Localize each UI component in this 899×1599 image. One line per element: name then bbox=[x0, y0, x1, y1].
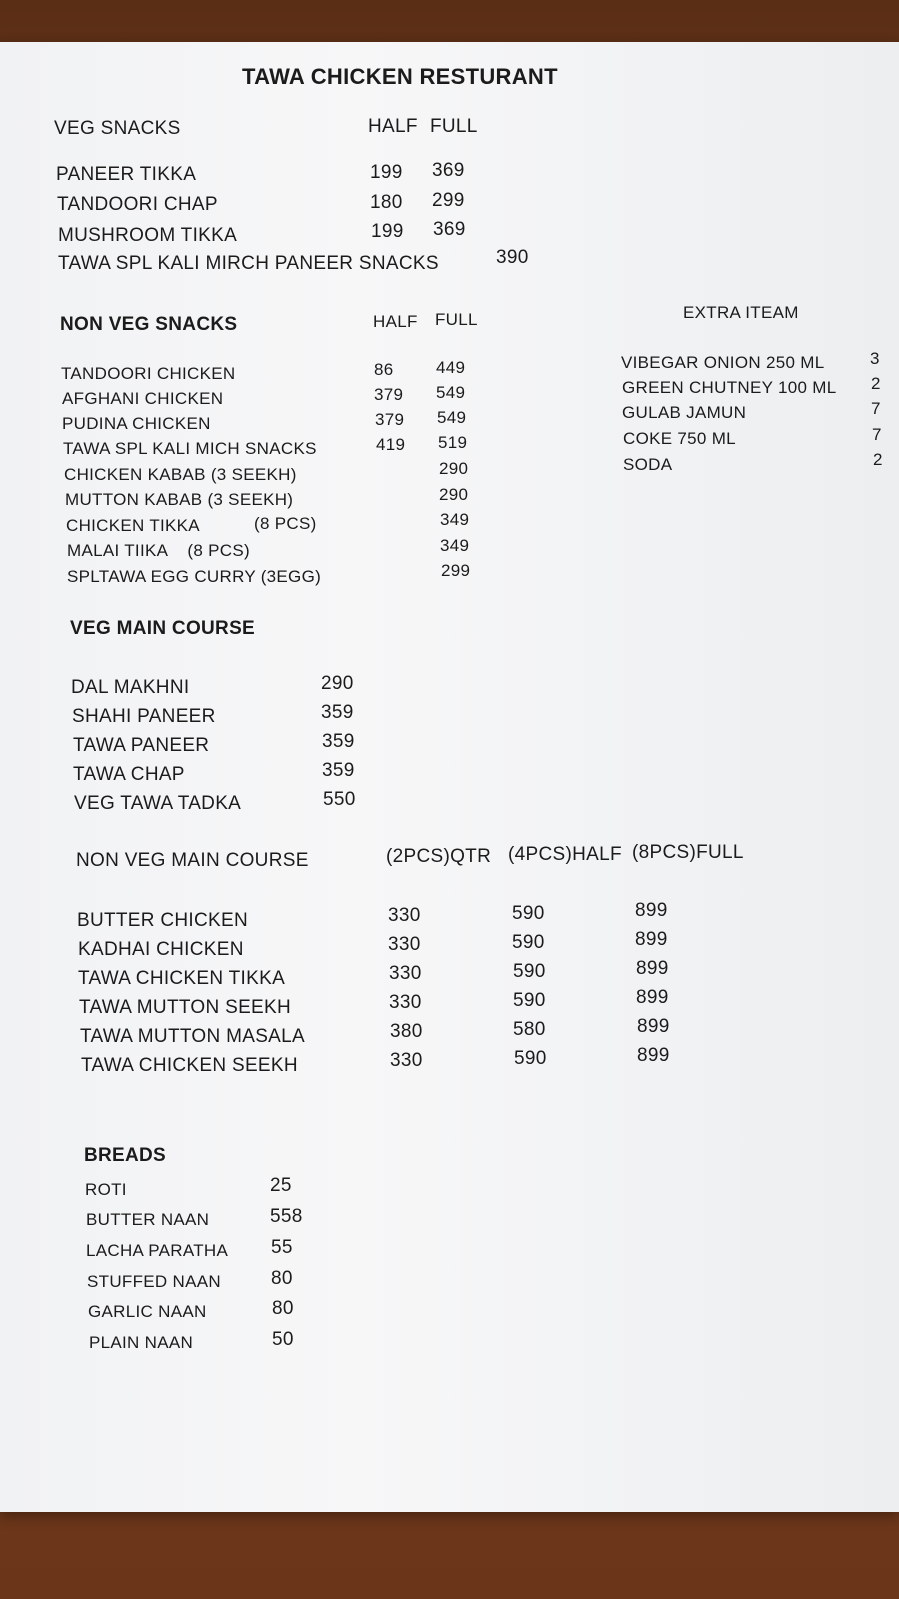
menu-item-full-price: 349 bbox=[440, 510, 470, 529]
veg-snacks-heading: VEG SNACKS bbox=[54, 118, 181, 139]
menu-item-full-price: 290 bbox=[439, 459, 469, 478]
menu-item-name: TAWA MUTTON SEEKH bbox=[79, 997, 292, 1018]
menu-item-name: VIBEGAR ONION 250 ML bbox=[621, 353, 825, 372]
menu-item-name: COKE 750 ML bbox=[623, 429, 736, 448]
menu-item-name: VEG TAWA TADKA bbox=[74, 793, 242, 814]
menu-item-name: CHICKEN KABAB (3 SEEKH) bbox=[64, 465, 297, 484]
menu-item-price: 55 bbox=[271, 1237, 293, 1258]
menu-item-full-price: 290 bbox=[439, 485, 469, 504]
menu-item-full-price: 899 bbox=[637, 1045, 670, 1066]
menu-item-qtr-price: 330 bbox=[389, 963, 422, 984]
menu-item-half-price: 199 bbox=[371, 221, 404, 242]
non-veg-snacks-half-header: HALF bbox=[373, 312, 418, 331]
menu-item-half-price: 590 bbox=[514, 1048, 547, 1069]
menu-item-half-price: 86 bbox=[374, 360, 394, 379]
menu-item-qtr-price: 380 bbox=[390, 1021, 423, 1042]
menu-item-name: LACHA PARATHA bbox=[86, 1241, 229, 1260]
menu-item-name: DAL MAKHNI bbox=[71, 677, 190, 698]
menu-item-half-price: 379 bbox=[375, 410, 405, 429]
non-veg-snacks-full-header: FULL bbox=[435, 310, 478, 329]
veg-snacks-full-header: FULL bbox=[430, 116, 478, 137]
menu-item-name: PUDINA CHICKEN bbox=[62, 414, 211, 433]
menu-item-name: MALAI TIIKA (8 PCS) bbox=[67, 541, 250, 560]
menu-item-half-price: 590 bbox=[513, 961, 546, 982]
menu-item-name: BUTTER CHICKEN bbox=[77, 910, 248, 931]
menu-item-price: 558 bbox=[270, 1206, 303, 1227]
menu-item-name: GREEN CHUTNEY 100 ML bbox=[622, 378, 837, 397]
menu-item-price: 390 bbox=[496, 247, 529, 268]
menu-item-name: BUTTER NAAN bbox=[86, 1210, 210, 1229]
menu-item-price: 359 bbox=[321, 702, 354, 723]
menu-item-half-price: 419 bbox=[376, 435, 406, 454]
menu-item-half-price: 590 bbox=[512, 903, 545, 924]
menu-item-name: TAWA CHICKEN TIKKA bbox=[78, 968, 286, 989]
menu-item-full-price: 899 bbox=[636, 958, 669, 979]
menu-item-name: CHICKEN TIKKA bbox=[66, 516, 200, 535]
menu-item-half-price: 199 bbox=[370, 162, 403, 183]
non-veg-main-heading: NON VEG MAIN COURSE bbox=[76, 850, 309, 871]
menu-item-price: 550 bbox=[323, 789, 356, 810]
menu-item-name: TAWA SPL KALI MIRCH PANEER SNACKS bbox=[58, 253, 439, 274]
menu-item-half-price: 590 bbox=[512, 932, 545, 953]
menu-item-name: TAWA SPL KALI MICH SNACKS bbox=[63, 439, 317, 458]
menu-item-name: TANDOORI CHICKEN bbox=[61, 364, 236, 383]
menu-item-price: 80 bbox=[272, 1298, 294, 1319]
menu-item-name: AFGHANI CHICKEN bbox=[62, 389, 224, 408]
menu-item-full-price: 369 bbox=[433, 219, 466, 240]
veg-main-heading: VEG MAIN COURSE bbox=[70, 618, 256, 639]
menu-item-name: TAWA CHICKEN SEEKH bbox=[81, 1055, 298, 1076]
menu-item-price: 359 bbox=[322, 731, 355, 752]
menu-item-name: KADHAI CHICKEN bbox=[78, 939, 244, 960]
menu-item-full-price: 369 bbox=[432, 160, 465, 181]
non-veg-snacks-heading: NON VEG SNACKS bbox=[60, 314, 238, 335]
menu-item-qtr-price: 330 bbox=[388, 905, 421, 926]
menu-item-price: 2 bbox=[873, 450, 883, 469]
menu-item-price: 50 bbox=[272, 1329, 294, 1350]
breads-heading: BREADS bbox=[84, 1145, 167, 1166]
menu-item-price: 2 bbox=[871, 374, 881, 393]
menu-item-name: TAWA MUTTON MASALA bbox=[80, 1026, 305, 1047]
menu-item-price: 7 bbox=[871, 399, 881, 418]
menu-item-full-price: 899 bbox=[637, 1016, 670, 1037]
menu-item-qtr-price: 330 bbox=[388, 934, 421, 955]
menu-item-full-price: 899 bbox=[635, 900, 668, 921]
menu-item-name: GULAB JAMUN bbox=[622, 403, 747, 422]
menu-item-name: SHAHI PANEER bbox=[72, 706, 216, 727]
menu-item-name: GARLIC NAAN bbox=[88, 1302, 207, 1321]
menu-item-name: SODA bbox=[623, 455, 673, 474]
menu-item-name: PLAIN NAAN bbox=[89, 1333, 194, 1352]
menu-item-price: 7 bbox=[872, 425, 882, 444]
menu-item-half-price: 180 bbox=[370, 192, 403, 213]
menu-item-name: STUFFED NAAN bbox=[87, 1272, 221, 1291]
menu-title: TAWA CHICKEN RESTURANT bbox=[242, 64, 558, 89]
menu-item-full-price: 549 bbox=[436, 383, 466, 402]
veg-snacks-half-header: HALF bbox=[368, 116, 418, 137]
menu-item-full-price: 449 bbox=[436, 358, 466, 377]
menu-item-full-price: 299 bbox=[441, 561, 471, 580]
menu-item-price: 359 bbox=[322, 760, 355, 781]
menu-item-full-price: 899 bbox=[636, 987, 669, 1008]
menu-item-name: SPLTAWA EGG CURRY (3EGG) bbox=[67, 567, 322, 586]
menu-item-name: TANDOORI CHAP bbox=[57, 194, 218, 215]
menu-item-name: ROTI bbox=[85, 1180, 127, 1199]
menu-item-name: MUSHROOM TIKKA bbox=[58, 225, 238, 246]
menu-item-qtr-price: 330 bbox=[389, 992, 422, 1013]
menu-item-name: PANEER TIKKA bbox=[56, 164, 197, 185]
menu-item-price: 80 bbox=[271, 1268, 293, 1289]
menu-item-qtr-price: 330 bbox=[390, 1050, 423, 1071]
non-veg-main-full-header: (8PCS)FULL bbox=[632, 842, 744, 863]
menu-item-half-price: 379 bbox=[374, 385, 404, 404]
menu-item-half-price: 580 bbox=[513, 1019, 546, 1040]
menu-item-full-price: 349 bbox=[440, 536, 470, 555]
menu-item-full-price: 299 bbox=[432, 190, 465, 211]
menu-item-price: 25 bbox=[270, 1175, 292, 1196]
menu-item-price: 290 bbox=[321, 673, 354, 694]
menu-item-full-price: 519 bbox=[438, 433, 468, 452]
non-veg-main-half-header: (4PCS)HALF bbox=[508, 844, 622, 865]
menu-item-full-price: 899 bbox=[635, 929, 668, 950]
menu-item-name: TAWA CHAP bbox=[73, 764, 185, 785]
non-veg-main-qtr-header: (2PCS)QTR bbox=[386, 846, 492, 867]
menu-item-price: 3 bbox=[870, 349, 880, 368]
extra-item-heading: EXTRA ITEAM bbox=[683, 303, 799, 322]
menu-item-name: TAWA PANEER bbox=[73, 735, 210, 756]
menu-item-half-price: 590 bbox=[513, 990, 546, 1011]
menu-item-note: (8 PCS) bbox=[254, 514, 317, 533]
menu-item-full-price: 549 bbox=[437, 408, 467, 427]
menu-item-name: MUTTON KABAB (3 SEEKH) bbox=[65, 490, 294, 509]
